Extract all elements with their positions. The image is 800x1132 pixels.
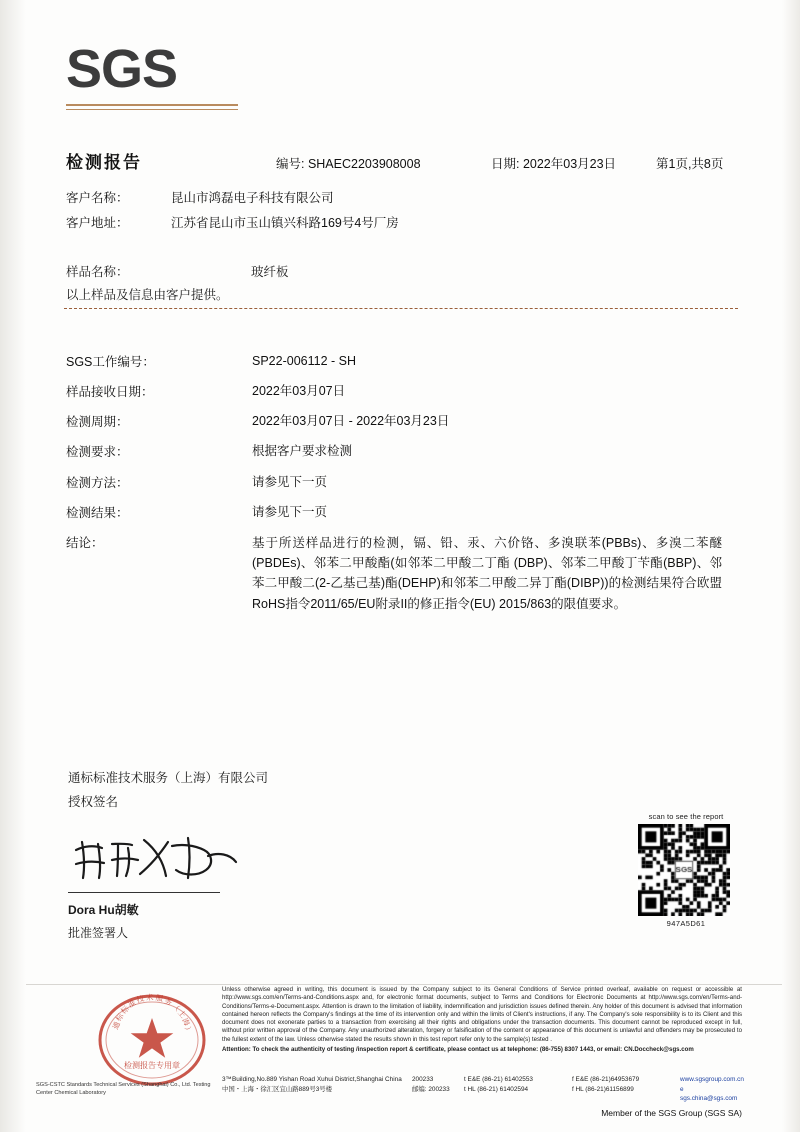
footer-tel-en: t E&E (86-21) 61402553 [464,1076,533,1083]
footer-tel-cn: t HL (86-21) 61402594 [464,1085,529,1093]
section-divider [64,308,738,309]
sample-name-value: 玻纤板 [251,265,289,279]
logo-rule-thin [66,109,238,110]
footer-zip-en: 200233 [412,1076,434,1083]
sgs-logo-text: SGS [66,39,178,99]
signature-underline [68,892,220,893]
client-address-row [66,213,738,231]
svg-text:（: （ [170,1001,182,1014]
official-red-stamp [88,988,216,1096]
signature-block [68,768,268,941]
footer-address-cn: 中国・上海・徐汇区宜山路889号3号楼 [222,1085,333,1093]
client-address-value: 江苏省昆山市玉山镇兴科路169号4号厂房 [171,216,399,230]
sample-name-row [66,262,738,280]
detail-label: 检测周期： [66,415,129,430]
svg-text:检测报告专用章: 检测报告专用章 [124,1061,180,1070]
logo-rule-thick [66,104,238,106]
detail-row [66,352,746,370]
signatory-role: 批准签署人 [68,926,129,940]
svg-text:上: 上 [175,1008,188,1020]
footer-web[interactable]: www.sgsgroup.com.cn [680,1076,744,1083]
svg-text:技: 技 [135,993,146,1005]
svg-text:标: 标 [113,1011,126,1023]
footer-fax-en: f E&E (86-21)64953679 [572,1076,640,1083]
detail-row [66,442,746,460]
svg-text:通: 通 [110,1020,122,1031]
report-date: 日期: 2022年03月23日 [491,157,617,171]
detail-value: 2022年03月07日 [252,384,346,399]
qr-block [638,812,734,928]
svg-text:准: 准 [126,997,138,1010]
signatory-name: Dora Hu胡敏 [68,903,139,917]
detail-label: 检测要求： [66,445,129,460]
footer-address-row-cn [222,1085,742,1104]
footer-address-en: 3™Building,No.889 Yishan Road Xuhui District,Shanghai China [222,1076,402,1083]
detail-label: 检测方法： [66,475,129,490]
footer-member-line: Member of the SGS Group (SGS SA) [601,1108,742,1118]
detail-label: 样品接收日期： [66,385,154,400]
sample-note: 以上样品及信息由客户提供。 [66,288,229,302]
handwritten-signature [68,832,248,890]
qr-caption: scan to see the report [648,812,724,821]
footer-divider [26,984,782,985]
footer-attention: Attention: To check the authenticity of testing /inspection report & certificate, please contact us at telephone: (86-755) 8307 1443, or email: CN.Doccheck@sgs.com [222,1045,694,1053]
detail-value: 根据客户要求检测 [252,444,353,459]
detail-value: SP22-006112 - SH [252,354,356,368]
client-info [66,188,738,238]
conclusion-row [66,533,746,614]
footer-zip-cn: 邮编: 200233 [412,1085,450,1093]
detail-row [66,503,746,521]
svg-text:术: 术 [145,992,154,1003]
footer-terms [222,986,742,1054]
detail-label: SGS工作编号： [66,355,155,369]
footer-terms-text: Unless otherwise agreed in writing, this document is issued by the Company subject to its General Conditions of Service printed overleaf, available on request or accessible at http://www.sgs.com/en/Terms-and-Conditions.aspx and, for electronic format documents, subject to Terms and Conditions for Electronic Documents at http://www.sgs.com/en/Terms-and-Conditions/Terms-e-Document.aspx. Attention is drawn to the limitation of liability, indemnification and jurisdiction issues defined therein. Any holder of this document is advised that information contained hereon reflects the Company's findings at the time of its intervention only and within the limits of Client's instructions, if any. The Company's sole responsibility is to its Client and this document does not exonerate parties to a transaction from exercising all their rights and obligations under the transaction documents. This document cannot be reproduced except in full, without prior written approval of the Company. Any unauthorized alteration, forgery or falsification of the content or appearance of this document is unlawful and offenders may be prosecuted to the fullest extent of the law. Unless otherwise stated the results shown in this test report refer only to the sample(s) tested . [222,986,742,1043]
client-address-label: 客户地址： [66,216,129,230]
detail-value: 2022年03月07日 - 2022年03月23日 [252,414,450,429]
sgs-logo [66,39,241,110]
qr-code-icon[interactable] [638,824,730,916]
signature-label: 授权签名 [68,795,119,809]
footer-address-row-en [222,1075,742,1085]
report-number: 编号: SHAEC2203908008 [276,157,421,171]
client-name-row [66,188,738,206]
qr-code-text: 947A5D61 [666,919,706,928]
svg-text:服: 服 [154,993,164,1004]
footer-address-table [222,1075,742,1104]
svg-text:标: 标 [119,1004,131,1016]
svg-text:）: ） [182,1025,194,1036]
footer-fax-cn: f HL (86-21)61156899 [572,1085,634,1093]
footer-email[interactable]: e sgs.china@sgs.com [680,1085,738,1103]
svg-text:海: 海 [180,1016,192,1028]
report-header-row [66,148,738,173]
sample-name-label: 样品名称： [66,265,129,279]
sample-info [66,262,738,303]
svg-text:务: 务 [163,996,174,1008]
detail-value: 请参见下一页 [252,474,328,489]
conclusion-value: 基于所送样品进行的检测，镉、铅、汞、六价铬、多溴联苯(PBBs)、多溴二苯醚(PBDEs)、邻苯二甲酸酯(如邻苯二甲酸二丁酯 (DBP)、邻苯二甲酸丁苄酯(BBP)、邻苯二甲酸二(2-乙基己基)酯(DEHP)和邻苯二甲酸二异丁酯(DIBP))的检测结果符合欧盟RoHS指令2011/65/EU附录II的修正指令(EU) 2015/863的限值要求。 [252,535,722,611]
stamp-caption: SGS-CSTC Standards Technical Services (Shanghai) Co., Ltd. Testing Center Chemical Laboratory [36,1082,211,1096]
detail-row [66,412,746,430]
client-name-value: 昆山市鸿磊电子科技有限公司 [171,191,334,205]
detail-row [66,473,746,491]
signature-company: 通标标准技术服务（上海）有限公司 [68,771,269,785]
detail-value: 请参见下一页 [252,504,328,519]
detail-row [66,382,746,400]
detail-label: 检测结果： [66,505,129,520]
page-indicator: 第1页,共8页 [656,157,724,171]
page-title: 检测报告 [66,153,142,172]
client-name-label: 客户名称： [66,191,129,205]
conclusion-label: 结论： [66,535,104,550]
detail-list [66,352,746,626]
